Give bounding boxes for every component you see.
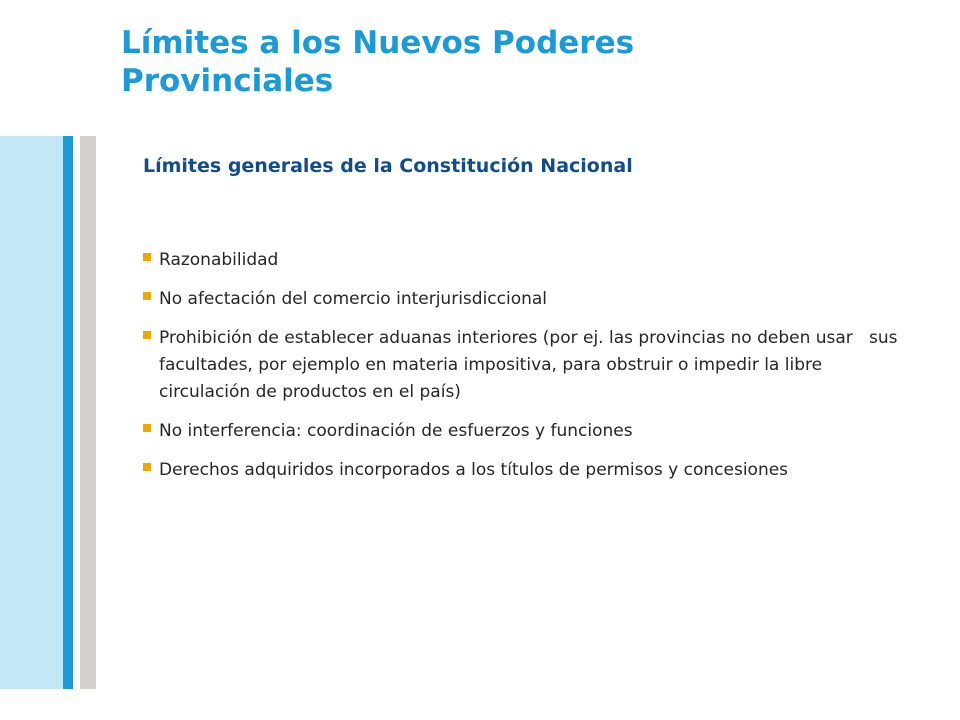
bullet-item-razonabilidad [143, 247, 903, 274]
bullet-text: Razonabilidad [159, 250, 279, 270]
slide-title: Límites a los Nuevos Poderes Provinciales [121, 25, 635, 99]
square-bullet-icon [143, 424, 151, 432]
bullet-list [143, 247, 903, 496]
decorative-bar-gray [80, 136, 96, 689]
decorative-bar-light-blue [0, 136, 63, 689]
bullet-text: Prohibición de establecer aduanas interiores (por ej. las provincias no deben usar sus facultades, por ejemplo en materia impositiva, para obstruir o impedir la libre circulación de productos en el país) [159, 328, 903, 402]
bullet-item-aduanas [143, 325, 903, 406]
decorative-bar-blue [63, 136, 73, 689]
bullet-text: Derechos adquiridos incorporados a los títulos de permisos y concesiones [159, 460, 789, 480]
square-bullet-icon [143, 463, 151, 471]
decorative-bar-gap [73, 136, 80, 689]
bullet-text: No interferencia: coordinación de esfuerzos y funciones [159, 421, 633, 441]
bullet-item-interferencia [143, 418, 903, 445]
bullet-item-comercio [143, 286, 903, 313]
bullet-item-derechos [143, 457, 903, 484]
square-bullet-icon [143, 253, 151, 261]
slide-subtitle: Límites generales de la Constitución Nacional [143, 155, 633, 177]
bullet-text: No afectación del comercio interjurisdiccional [159, 289, 548, 309]
square-bullet-icon [143, 292, 151, 300]
square-bullet-icon [143, 331, 151, 339]
